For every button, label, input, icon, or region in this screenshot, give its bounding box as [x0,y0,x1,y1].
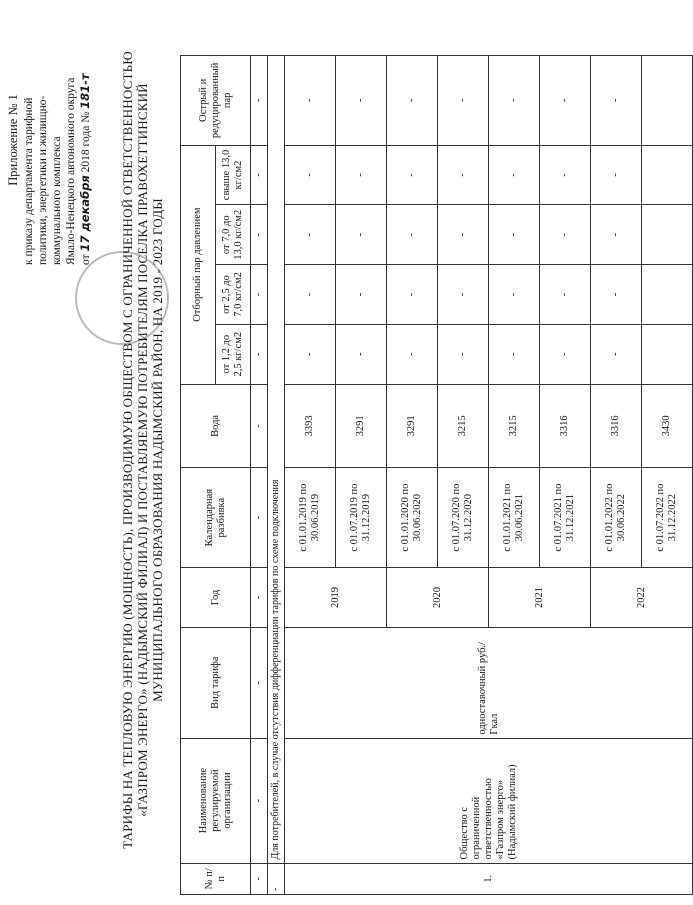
water-value: 3316 [540,384,591,468]
cell [642,265,693,325]
appendix-line: коммунального комплекса [51,136,63,265]
year-cell: 2021 [489,568,591,628]
cell: - [336,265,387,325]
appendix-title: Приложение № 1 [6,94,20,186]
cell: - [540,205,591,265]
table-row [285,56,336,895]
cell [642,324,693,384]
document-title [120,35,165,865]
header-steam-range: от 2,5 до 7,0 кг/см2 [216,265,251,325]
cell: - [489,56,540,146]
cell: - [540,56,591,146]
date-suffix: 2018 года № [80,111,92,173]
cell: - [285,56,336,146]
cell: - [251,627,268,738]
cell: - [285,145,336,205]
appendix-line: к приказу департамента тарифной [23,97,35,265]
cell: - [540,265,591,325]
year-cell: 2020 [387,568,489,628]
period-cell: с 01.01.2021 по 30.06.2021 [489,468,540,568]
cell [642,56,693,146]
cell: - [336,205,387,265]
year-cell: 2019 [285,568,387,628]
cell: - [268,863,285,894]
tariff-table [180,55,693,895]
header-type: Вид тарифа [181,627,251,738]
header-steam-range: от 7,0 до 13,0 кг/см2 [216,205,251,265]
header-num: № п/п [181,863,251,894]
title-line: «ГАЗПРОМ ЭНЕРГО» (НАДЫМСКИЙ ФИЛИАЛ) И ПОСТАВЛЯЕМУЮ ПОТРЕБИТЕЛЯМ ПОСЕЛКА ПРАВОХЕТТИНСКИЙ [135,83,150,817]
water-value: 3215 [489,384,540,468]
header-steam-range: свыше 13,0 кг/см2 [216,145,251,205]
cell: - [591,56,642,146]
cell: - [438,324,489,384]
cell: - [251,324,268,384]
handwritten-date: 17 декабря [78,175,92,252]
dash-row [251,56,268,895]
period-cell: с 01.01.2022 по 30.06.2022 [591,468,642,568]
period-cell: с 01.07.2019 по 31.12.2019 [336,468,387,568]
cell: - [387,265,438,325]
header-sharp-steam: Острый и редуцированный пар [181,56,251,146]
header-steam: Отборный пар давлением [181,145,216,384]
cell: - [489,145,540,205]
cell: - [438,265,489,325]
cell: - [489,265,540,325]
cell: - [336,145,387,205]
period-cell: с 01.01.2019 по 30.06.2019 [285,468,336,568]
cell: - [251,265,268,325]
water-value: 3316 [591,384,642,468]
cell [642,205,693,265]
water-value: 3215 [438,384,489,468]
cell: - [387,205,438,265]
appendix-date-line [78,15,93,265]
header-period: Календарная разбивка [181,468,251,568]
cell: - [489,324,540,384]
water-value: 3291 [387,384,438,468]
cell: - [387,145,438,205]
date-prefix: от [80,254,92,265]
cell: - [251,738,268,863]
water-value: 3430 [642,384,693,468]
cell: - [251,568,268,628]
cell: - [489,205,540,265]
row-number: 1. [285,863,693,894]
cell: - [251,384,268,468]
cell: - [285,265,336,325]
cell: - [591,265,642,325]
cell: - [251,468,268,568]
cell: - [251,863,268,894]
cell: - [336,56,387,146]
water-value: 3291 [336,384,387,468]
cell: - [591,145,642,205]
cell: - [336,324,387,384]
period-cell: с 01.07.2021 по 31.12.2021 [540,468,591,568]
cell: - [387,324,438,384]
cell: - [285,205,336,265]
cell: - [251,56,268,146]
period-cell: с 01.07.2020 по 31.12.2020 [438,468,489,568]
cell: - [591,205,642,265]
year-cell: 2022 [591,568,693,628]
cell: - [285,324,336,384]
cell: - [251,205,268,265]
cell: - [251,145,268,205]
cell: - [540,324,591,384]
appendix-block [6,15,93,265]
organization-name: Общество с ограниченной ответственностью «Газпром энерго» (Надымский филиал) [285,738,693,863]
period-cell: с 01.01.2020 по 30.06.2020 [387,468,438,568]
appendix-line: политики, энергетики и жилищно- [37,95,49,265]
cell [642,145,693,205]
note-text: Для потребителей, в случае отсутствия дифференциации тарифов по схеме подключения [268,56,285,864]
appendix-line: Ямало-Ненецкого автономного округа [65,77,77,265]
note-row [268,56,285,895]
handwritten-number: 181-т [78,73,92,109]
cell: - [540,145,591,205]
header-year: Год [181,568,251,628]
cell: - [438,145,489,205]
header-water: Вода [181,384,251,468]
header-steam-range: от 1,2 до 2,5 кг/см2 [216,324,251,384]
period-cell: с 01.07.2022 по 31.12.2022 [642,468,693,568]
title-line: МУНИЦИПАЛЬНОГО ОБРАЗОВАНИЯ НАДЫМСКИЙ РАЙОН, НА 2019 - 2023 ГОДЫ [150,198,165,702]
tariff-type: одноставочный руб./Гкал [285,627,693,738]
cell: - [591,324,642,384]
cell: - [387,56,438,146]
cell: - [438,205,489,265]
water-value: 3393 [285,384,336,468]
title-line: ТАРИФЫ НА ТЕПЛОВУЮ ЭНЕРГИЮ (МОЩНОСТЬ), ПРОИЗВОДИМУЮ ОБЩЕСТВОМ С ОГРАНИЧЕННОЙ ОТВЕТСТВЕННОСТЬЮ [120,51,135,849]
cell: - [438,56,489,146]
header-org: Наименование регулируемой организации [181,738,251,863]
